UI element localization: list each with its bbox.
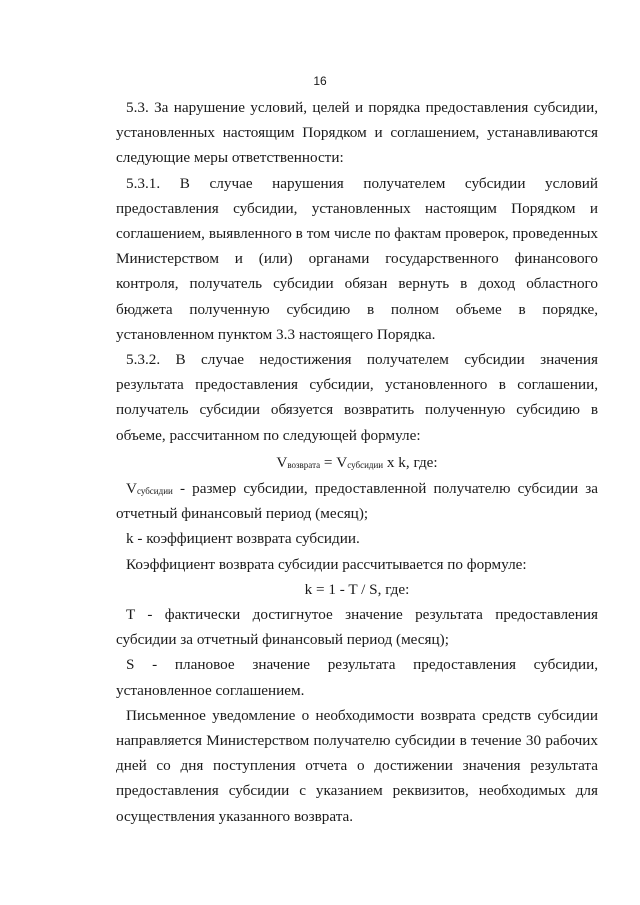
- definition-t: T - фактически достигнутое значение результата предоставления субсидии за отчетный финансовый период (месяц);: [116, 606, 598, 649]
- formula-eq: = V: [320, 453, 348, 471]
- page-number: 16: [313, 74, 327, 88]
- formula-rest: x k, где:: [383, 453, 438, 471]
- definition-s: S - плановое значение результата предоставления субсидии, установленное соглашением.: [116, 656, 598, 699]
- formula-sub-return: возврата: [287, 459, 321, 470]
- definition-v-subsidy: [116, 476, 598, 526]
- formula-v-return: V: [276, 453, 288, 471]
- definition-v-sub: субсидии: [136, 486, 173, 497]
- document-body: [116, 95, 598, 829]
- paragraph-5-3: 5.3. За нарушение условий, целей и порядка предоставления субсидии, установленных настоящим Порядком и соглашением, устанавливаются следующие меры ответственности:: [116, 99, 598, 167]
- paragraph-5-3-2: 5.3.2. В случае недостижения получателем субсидии значения результата предоставления субсидии, установленного в соглашении, получатель субсидии обязуется возвратить полученную субсидию в объеме, рассчитанном по следующей формуле:: [116, 351, 598, 444]
- definition-k: k - коэффициент возврата субсидии.: [126, 530, 360, 548]
- formula-coefficient: k = 1 - T / S, где:: [304, 580, 410, 598]
- definition-v-text: - размер субсидии, предоставленной получателю субсидии за отчетный финансовый период (месяц);: [116, 480, 598, 523]
- formula-return-volume: [116, 450, 598, 475]
- definition-v: V: [126, 480, 137, 498]
- coefficient-intro: Коэффициент возврата субсидии рассчитывается по формуле:: [126, 555, 527, 573]
- paragraph-5-3-1: 5.3.1. В случае нарушения получателем субсидии условий предоставления субсидии, установленных настоящим Порядком и соглашением, выявленного в том числе по фактам проверок, проведенных Министерством и (или) органами государственного финансового контроля, получатель субсидии обязан вернуть в доход областного бюджета полученную субсидию в полном объеме в порядке, установленном пунктом 3.3 настоящего Порядка.: [116, 174, 598, 343]
- notification-paragraph: Письменное уведомление о необходимости возврата средств субсидии направляется Министерством получателю субсидии в течение 30 рабочих дней со дня поступления отчета о достижении значения результата предоставления субсидии с указанием реквизитов, необходимых для осуществления указанного возврата.: [116, 706, 598, 825]
- formula-sub-subsidy: субсидии: [347, 459, 384, 470]
